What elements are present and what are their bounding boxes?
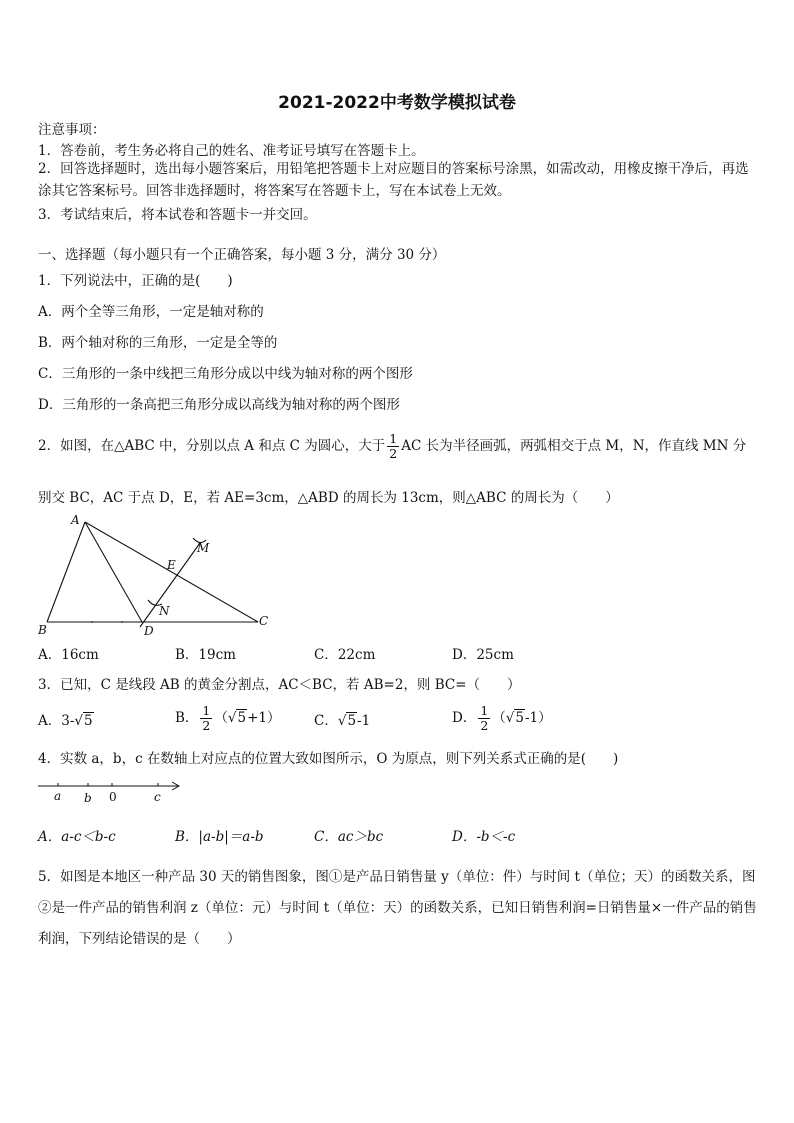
q3-b-frac-den: 2 (202, 718, 211, 733)
axis-label-b: b (84, 791, 92, 805)
q4-number-line (38, 776, 188, 806)
q3-d-sqrt: √5 (505, 710, 524, 726)
q2-fraction (387, 432, 399, 461)
q3-a-radicand: 5 (84, 713, 93, 729)
q3-b-radicand: 5 (237, 710, 247, 726)
q3-b-prefix: B． (175, 710, 199, 726)
segment-ab (47, 522, 85, 622)
q3-d-frac-den: 2 (480, 718, 489, 733)
section-heading: 一、选择题（每小题只有一个正确答案，每小题 3 分，满分 30 分） (38, 247, 446, 263)
q2-frac-den: 2 (389, 446, 398, 461)
q4-stem: 4．实数 a，b，c 在数轴上对应点的位置大致如图所示，O 为原点，则下列关系式正确的是( ) (38, 751, 619, 767)
q3-option-c (314, 712, 370, 730)
q2-stem-a: 2．如图，在△ABC 中，分别以点 A 和点 C 为圆心，大于 (38, 438, 386, 454)
q2-frac-num: 1 (389, 431, 398, 446)
q4-option-b: B．|a-b|＝a-b (175, 829, 264, 845)
q3-c-suffix: -1 (357, 713, 371, 729)
segment-ad (85, 522, 142, 622)
q3-stem: 3．已知，C 是线段 AB 的黄金分割点，AC＜BC，若 AB=2，则 BC=（ ） (38, 677, 521, 693)
q3-b-frac-num: 1 (202, 703, 211, 718)
q4-option-d: D．-b＜-c (452, 829, 516, 845)
q3-c-sqrt: √5 (337, 713, 357, 729)
q3-b-mid: （ (214, 710, 228, 726)
q3-d-frac-num: 1 (480, 703, 489, 718)
q1-option-a: A．两个全等三角形，一定是轴对称的 (38, 304, 264, 320)
q3-d-radicand: 5 (515, 710, 524, 726)
q2-option-d: D．25cm (452, 647, 514, 663)
q1-option-c: C．三角形的一条中线把三角形分成以中线为轴对称的两个图形 (38, 366, 413, 382)
q3-c-prefix: C． (314, 713, 338, 729)
q4-option-a: A．a-c＜b-c (38, 829, 116, 845)
segment-ac (85, 522, 258, 622)
q3-a-sqrt: √5 (74, 713, 93, 729)
line-mn (140, 543, 200, 627)
q4-option-c: C．ac＞bc (314, 829, 384, 845)
q3-d-mid: （ (492, 710, 506, 726)
q3-d-fraction (478, 704, 490, 733)
axis-label-c: c (154, 790, 161, 804)
q2-option-c: C．22cm (314, 647, 376, 663)
q2-option-b: B．19cm (175, 647, 236, 663)
q3-b-fraction (200, 704, 212, 733)
notice-item-3: 3．考试结束后，将本试卷和答题卡一并交回。 (38, 207, 317, 223)
label-m: M (197, 541, 210, 555)
label-d: D (144, 624, 154, 638)
label-n: N (159, 604, 170, 618)
q2-option-a: A．16cm (38, 647, 99, 663)
q3-b-sqrt: √5 (227, 710, 247, 726)
label-a: A (71, 513, 80, 527)
q1-stem: 1．下列说法中，正确的是( ) (38, 273, 233, 289)
q3-option-a (38, 712, 94, 730)
notice-heading: 注意事项： (38, 122, 106, 138)
q3-d-prefix: D． (452, 710, 477, 726)
notice-item-1: 1．答卷前，考生务必将自己的姓名、准考证号填写在答题卡上。 (38, 143, 425, 159)
q2-stem-line2: 别交 BC，AC 于点 D，E，若 AE=3cm，△ABD 的周长为 13cm，则△ABC 的周长为（ ） (38, 490, 619, 506)
q3-d-suffix: -1） (524, 710, 552, 726)
q2-stem-b: AC 长为半径画弧，两弧相交于点 M，N，作直线 MN 分 (401, 438, 747, 454)
axis-label-a: a (54, 789, 62, 803)
q1-option-b: B．两个轴对称的三角形，一定是全等的 (38, 335, 278, 351)
q2-stem-line1 (38, 432, 746, 461)
label-e: E (167, 558, 176, 572)
q2-triangle-figure (30, 508, 280, 643)
q3-b-suffix: +1） (247, 710, 281, 726)
label-b: B (38, 623, 47, 637)
page-title: 2021-2022中考数学模拟试卷 (278, 93, 516, 113)
q3-c-radicand: 5 (347, 713, 357, 729)
axis-label-zero: 0 (109, 790, 117, 804)
q1-option-d: D．三角形的一条高把三角形分成以高线为轴对称的两个图形 (38, 397, 400, 413)
tick-mark-2 (121, 621, 123, 623)
q3-option-d (452, 704, 552, 733)
q5-text: 5．如图是本地区一种产品 30 天的销售图象，图①是产品日销售量 y（单位：件）与时间 t（单位；天）的函数关系，图②是一件产品的销售利润 z（单位：元）与时间 t（单位：天）的函数关系，已知日销售利润=日销售量×一件产品的销售利润，下列结论错误的是（ ） (38, 869, 757, 947)
q3-option-b (175, 704, 280, 733)
notice-item-2: 2．回答选择题时，选出每小题答案后，用铅笔把答题卡上对应题目的答案标号涂黑，如需改动，用橡皮擦干净后，再选涂其它答案标号。回答非选择题时，将答案写在答题卡上，写在本试卷上无效。 (38, 161, 749, 199)
tick-mark (91, 621, 93, 623)
q3-a-prefix: A．3- (38, 713, 75, 729)
label-c: C (259, 614, 269, 628)
